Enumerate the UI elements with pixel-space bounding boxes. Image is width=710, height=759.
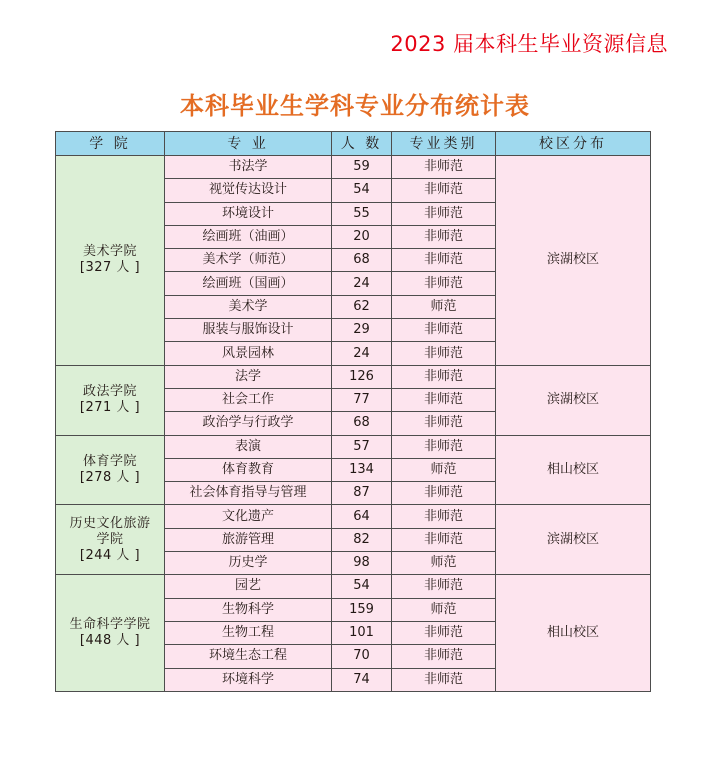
table-row	[56, 435, 651, 458]
major-cell: 风景园林	[165, 342, 332, 365]
major-cell: 环境科学	[165, 668, 332, 691]
count-cell: 74	[332, 668, 392, 691]
count-cell: 24	[332, 342, 392, 365]
type-cell: 非师范	[392, 668, 496, 691]
type-cell: 非师范	[392, 365, 496, 388]
type-cell: 非师范	[392, 272, 496, 295]
campus-cell: 相山校区	[496, 435, 651, 505]
college-name-line: 生命科学学院	[69, 617, 151, 633]
type-cell: 非师范	[392, 412, 496, 435]
count-cell: 70	[332, 645, 392, 668]
count-cell: 62	[332, 295, 392, 318]
column-header-major: 专 业	[165, 132, 332, 156]
type-cell: 非师范	[392, 388, 496, 411]
college-name-line: [278 人 ]	[79, 470, 141, 485]
major-cell: 书法学	[165, 156, 332, 179]
major-cell: 历史学	[165, 552, 332, 575]
campus-cell: 相山校区	[496, 575, 651, 691]
count-cell: 126	[332, 365, 392, 388]
count-cell: 101	[332, 621, 392, 644]
page-header-title: 2023 届本科生毕业资源信息	[390, 32, 668, 56]
type-cell: 非师范	[392, 179, 496, 202]
college-name-line: 体育学院	[82, 454, 137, 469]
campus-cell: 滨湖校区	[496, 505, 651, 575]
count-cell: 87	[332, 482, 392, 505]
type-cell: 非师范	[392, 482, 496, 505]
type-cell: 非师范	[392, 505, 496, 528]
major-cell: 政治学与行政学	[165, 412, 332, 435]
major-cell: 环境生态工程	[165, 645, 332, 668]
major-cell: 绘画班（油画）	[165, 225, 332, 248]
type-cell: 非师范	[392, 319, 496, 342]
type-cell: 非师范	[392, 621, 496, 644]
college-name-line: 学院	[96, 531, 124, 547]
count-cell: 24	[332, 272, 392, 295]
college-cell	[56, 505, 165, 575]
count-cell: 54	[332, 179, 392, 202]
major-cell: 文化遗产	[165, 505, 332, 528]
college-cell	[56, 575, 165, 691]
college-name-line: [327 人 ]	[79, 260, 141, 276]
count-cell: 68	[332, 412, 392, 435]
major-cell: 美术学（师范）	[165, 249, 332, 272]
major-cell: 视觉传达设计	[165, 179, 332, 202]
statistics-table	[55, 131, 651, 692]
count-cell: 64	[332, 505, 392, 528]
college-name-line: [271 人 ]	[79, 400, 141, 416]
major-cell: 园艺	[165, 575, 332, 598]
column-header-college: 学 院	[56, 132, 165, 156]
type-cell: 非师范	[392, 528, 496, 551]
major-cell: 美术学	[165, 295, 332, 318]
college-name-line: 历史文化旅游	[69, 515, 151, 531]
type-cell: 师范	[392, 598, 496, 621]
major-cell: 环境设计	[165, 202, 332, 225]
count-cell: 57	[332, 435, 392, 458]
college-name-line: 美术学院	[82, 244, 137, 260]
count-cell: 98	[332, 552, 392, 575]
table-row	[56, 575, 651, 598]
college-name-line: [448 人 ]	[79, 633, 141, 649]
table-row	[56, 156, 651, 179]
column-header-count: 人 数	[332, 132, 392, 156]
major-cell: 体育教育	[165, 458, 332, 481]
type-cell: 非师范	[392, 342, 496, 365]
count-cell: 68	[332, 249, 392, 272]
count-cell: 55	[332, 202, 392, 225]
major-cell: 绘画班（国画）	[165, 272, 332, 295]
type-cell: 师范	[392, 552, 496, 575]
major-cell: 旅游管理	[165, 528, 332, 551]
count-cell: 59	[332, 156, 392, 179]
type-cell: 非师范	[392, 249, 496, 272]
major-cell: 法学	[165, 365, 332, 388]
table-title: 本科毕业生学科专业分布统计表	[180, 92, 530, 120]
table-header-row	[56, 132, 651, 156]
column-header-type: 专业类别	[392, 132, 496, 156]
campus-cell: 滨湖校区	[496, 156, 651, 366]
table-row	[56, 505, 651, 528]
major-cell: 社会工作	[165, 388, 332, 411]
type-cell: 非师范	[392, 435, 496, 458]
table-row	[56, 365, 651, 388]
college-name-line: [244 人 ]	[79, 547, 141, 563]
count-cell: 20	[332, 225, 392, 248]
count-cell: 159	[332, 598, 392, 621]
count-cell: 29	[332, 319, 392, 342]
major-cell: 生物科学	[165, 598, 332, 621]
major-cell: 表演	[165, 435, 332, 458]
type-cell: 非师范	[392, 645, 496, 668]
type-cell: 师范	[392, 458, 496, 481]
type-cell: 非师范	[392, 225, 496, 248]
table-body	[56, 156, 651, 692]
type-cell: 非师范	[392, 156, 496, 179]
major-cell: 社会体育指导与管理	[165, 482, 332, 505]
column-header-campus: 校区分布	[496, 132, 651, 156]
count-cell: 77	[332, 388, 392, 411]
count-cell: 54	[332, 575, 392, 598]
college-cell	[56, 365, 165, 435]
college-name-line: 政法学院	[82, 384, 137, 400]
college-cell	[56, 435, 165, 505]
major-cell: 服装与服饰设计	[165, 319, 332, 342]
type-cell: 非师范	[392, 575, 496, 598]
count-cell: 82	[332, 528, 392, 551]
major-cell: 生物工程	[165, 621, 332, 644]
type-cell: 非师范	[392, 202, 496, 225]
college-cell	[56, 156, 165, 366]
campus-cell: 滨湖校区	[496, 365, 651, 435]
count-cell: 134	[332, 458, 392, 481]
type-cell: 师范	[392, 295, 496, 318]
